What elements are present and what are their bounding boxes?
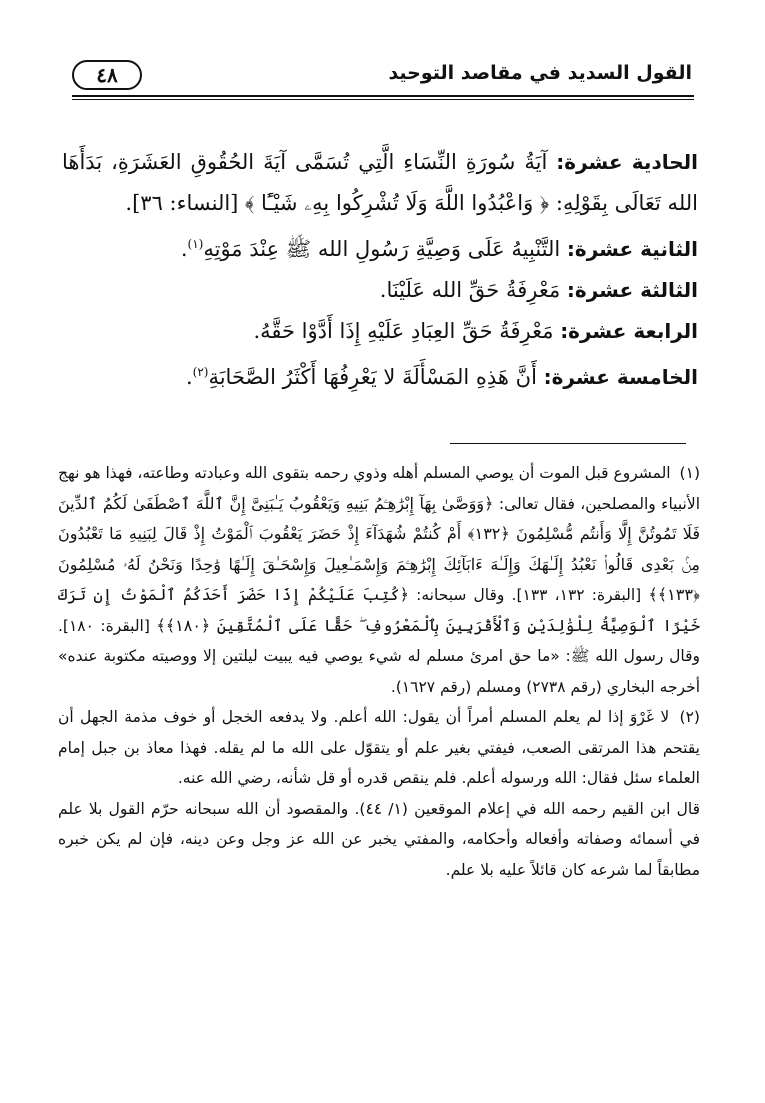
list-item xyxy=(62,311,698,352)
page-header xyxy=(72,58,692,98)
list-item xyxy=(62,352,698,398)
list-item xyxy=(62,142,698,224)
footnote-text: [البقرة: ١٣٢، ١٣٣]. وقال سبحانه: xyxy=(409,586,642,604)
footnote-reference: (١) xyxy=(187,237,204,251)
footnote-marker: (١) xyxy=(679,464,700,482)
item-tail: . xyxy=(180,237,188,261)
item-label: الثالثة عشرة: xyxy=(566,278,698,302)
quran-verse: ﴿وَوَصَّىٰ بِهَآ إِبْرَٰهِـۧمُ بَنِيهِ وَيَعْقُوبُ يَـٰبَنِىَّ إِنَّ ٱللَّهَ ٱصْطَفَىٰ لَكُمُ ٱلدِّينَ فَلَا تَمُوتُنَّ إِلَّا وَأَنتُم مُّسْلِمُونَ ﴿١٣٢﴾ أَمْ كُنتُمْ شُهَدَآءَ إِذْ حَضَرَ يَعْقُوبَ ٱلْمَوْتُ إِذْ قَالَ لِبَنِيهِ مَا تَعْبُدُونَ مِنۢ بَعْدِى قَالُوا۟ نَعْبُدُ إِلَـٰهَكَ وَإِلَـٰهَ ءَابَآئِكَ إِبْرَٰهِـۧمَ وَإِسْمَـٰعِيلَ وَإِسْحَـٰقَ إِلَـٰهًا وَٰحِدًا وَنَحْنُ لَهُۥ مُسْلِمُونَ ﴿١٣٣﴾﴾ xyxy=(58,493,700,604)
page-number: ٤٨ xyxy=(72,60,142,90)
main-text xyxy=(62,142,698,398)
item-text: مَعْرِفَةُ حَقِّ العِبَادِ عَلَيْهِ إِذَا أَدَّوْا حَقَّهُ. xyxy=(253,319,554,343)
footnote-separator xyxy=(450,443,686,444)
item-label: الحادية عشرة: xyxy=(556,150,698,174)
quran-verse: ﴿كُتِبَ عَلَيْكُمْ إِذَا حَضَرَ أَحَدَكُمُ ٱلْمَوْتُ إِن تَرَكَ خَيْرًا ٱلْوَصِيَّةُ لِلْوَٰلِدَيْنِ وَٱلْأَقْرَبِينَ بِٱلْمَعْرُوفِ ۖ حَقًّا عَلَى ٱلْمُتَّقِينَ ﴿١٨٠﴾﴾ xyxy=(58,585,701,635)
item-text: التَّنْبِيهُ عَلَى وَصِيَّةِ رَسُولِ الله ﷺ عِنْدَ مَوْتِهِ xyxy=(203,237,561,261)
footnote-text: [البقرة: ١٨٠]. وقال رسول الله ﷺ: «ما حق امرئ مسلم له شيء يوصي فيه يبيت ليلتين إلا ووصيته مكتوبة عنده» أخرجه البخاري (رقم ٢٧٣٨) ومسلم (رقم ١٦٢٧). xyxy=(58,616,700,696)
footnote-marker: (٢) xyxy=(679,708,700,726)
item-label: الثانية عشرة: xyxy=(566,237,698,261)
item-tail: . xyxy=(185,365,193,389)
footnote-2 xyxy=(58,702,700,794)
footnotes xyxy=(58,458,700,885)
item-text: مَعْرِفَةُ حَقِّ الله عَلَيْنَا. xyxy=(379,278,561,302)
header-divider xyxy=(72,95,694,100)
list-item xyxy=(62,270,698,311)
footnote-2-continued xyxy=(58,794,700,886)
footnote-1 xyxy=(58,458,700,702)
footnote-text: لا غَرْوَ إذا لم يعلم المسلم أمراً أن يقول: الله أعلم. ولا يدفعه الخجل أو خوف مذمة الجهل أن يقتحم هذا المرتقى الصعب، فيفتي بغير علم أو يتقوّل على الله ما لم يقله. فهذا معاذ بن جبل إمام العلماء سئل فقال: الله ورسوله أعلم. فلم ينقص قدره أو قل شأنه، رضي الله عنه. xyxy=(58,708,700,787)
item-text: آيَةُ سُورَةِ النِّسَاءِ الَّتِي تُسَمَّى آيَةَ الحُقُوقِ العَشَرَةِ، بَدَأَهَا الله تَعَالَى بِقَوْلِهِ: ﴿ وَاعْبُدُوا اللَّهَ وَلَا تُشْرِكُوا بِهِۦ شَيْـًٔا ﴾ [النساء: ٣٦]. xyxy=(62,150,698,215)
item-label: الرابعة عشرة: xyxy=(560,319,698,343)
footnote-text: قال ابن القيم رحمه الله في إعلام الموقعين (١/ ٤٤). والمقصود أن الله سبحانه حرّم القول بلا علم في أسمائه وصفاته وأفعاله وأحكامه، والمفتي يخبر عن الله عز وجل وعن دينه، فإن لم يكن خبره مطابقاً لما شرعه كان قائلاً عليه بلا علم. xyxy=(58,799,700,879)
list-item xyxy=(62,224,698,270)
footnote-text: المشروع قبل الموت أن يوصي المسلم أهله وذوي رحمه بتقوى الله وعبادته وطاعته، فهذا هو نهج الأنبياء والمصلحين، فقال تعالى: xyxy=(58,464,700,513)
item-label: الخامسة عشرة: xyxy=(543,365,698,389)
item-text: أَنَّ هَذِهِ المَسْأَلَةَ لا يَعْرِفُهَا أَكْثَرُ الصَّحَابَةِ xyxy=(208,365,537,389)
footnote-reference: (٢) xyxy=(192,365,209,379)
running-title: القول السديد في مقاصد التوحيد xyxy=(388,62,692,84)
